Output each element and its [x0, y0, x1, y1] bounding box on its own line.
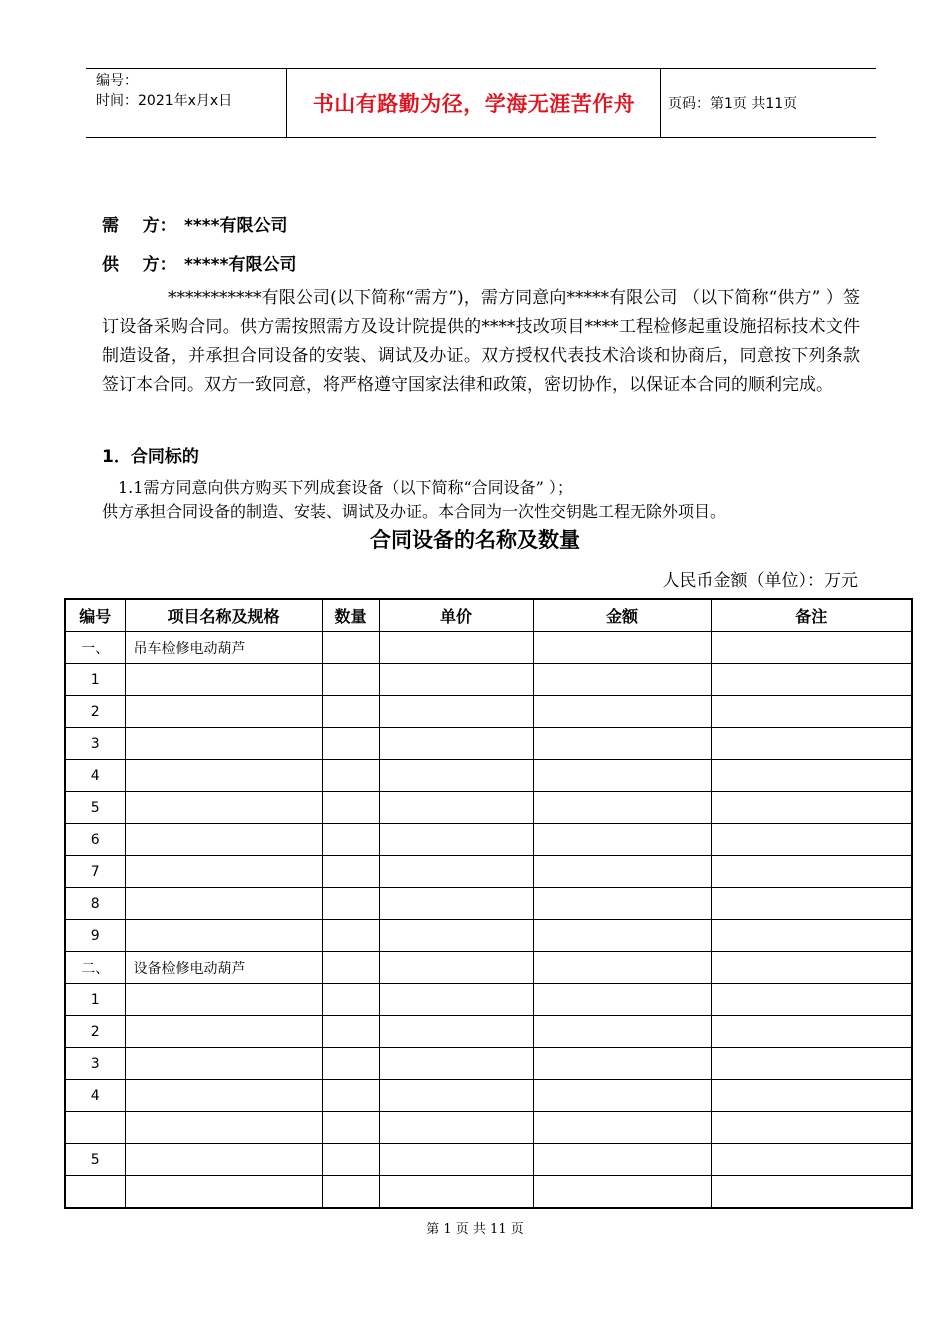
cell-name: [125, 824, 322, 856]
party-seller-value: *****有限公司: [184, 255, 297, 275]
header-qty: 数量: [322, 599, 379, 632]
cell-amount: [533, 1176, 711, 1209]
cell-note: [711, 856, 912, 888]
cell-qty: [322, 984, 379, 1016]
cell-no: 二、: [65, 952, 125, 984]
cell-price: [379, 952, 533, 984]
cell-no: 3: [65, 728, 125, 760]
cell-no: 3: [65, 1048, 125, 1080]
cell-note: [711, 792, 912, 824]
cell-price: [379, 632, 533, 664]
header-no: 编号: [65, 599, 125, 632]
document-header: [86, 68, 876, 138]
table-row: [65, 1112, 912, 1144]
cell-name: [125, 888, 322, 920]
table-row: [65, 664, 912, 696]
cell-price: [379, 1016, 533, 1048]
cell-name: 吊车检修电动葫芦: [125, 632, 322, 664]
cell-name: [125, 1144, 322, 1176]
cell-price: [379, 1080, 533, 1112]
table-row: [65, 792, 912, 824]
cell-no: [65, 1112, 125, 1144]
cell-name: [125, 856, 322, 888]
cell-amount: [533, 728, 711, 760]
cell-amount: [533, 696, 711, 728]
cell-no: 8: [65, 888, 125, 920]
header-number: 编号：: [96, 73, 138, 89]
cell-note: [711, 760, 912, 792]
table-row: [65, 984, 912, 1016]
cell-no: 7: [65, 856, 125, 888]
header-note: 备注: [711, 599, 912, 632]
cell-amount: [533, 1112, 711, 1144]
cell-qty: [322, 632, 379, 664]
cell-note: [711, 824, 912, 856]
cell-amount: [533, 984, 711, 1016]
cell-qty: [322, 920, 379, 952]
table-row: [65, 696, 912, 728]
cell-qty: [322, 792, 379, 824]
cell-note: [711, 696, 912, 728]
cell-no: 9: [65, 920, 125, 952]
cell-name: [125, 1016, 322, 1048]
cell-note: [711, 728, 912, 760]
party-buyer-value: ****有限公司: [184, 216, 288, 236]
cell-name: [125, 696, 322, 728]
cell-no: 2: [65, 1016, 125, 1048]
cell-note: [711, 632, 912, 664]
cell-amount: [533, 856, 711, 888]
cell-amount: [533, 888, 711, 920]
header-divider: [660, 69, 661, 137]
cell-amount: [533, 1080, 711, 1112]
cell-price: [379, 920, 533, 952]
cell-note: [711, 888, 912, 920]
cell-name: [125, 760, 322, 792]
header-divider: [286, 69, 287, 137]
cell-qty: [322, 888, 379, 920]
cell-price: [379, 760, 533, 792]
table-row: [65, 632, 912, 664]
table-row: [65, 952, 912, 984]
cell-name: [125, 728, 322, 760]
cell-no: 1: [65, 984, 125, 1016]
cell-price: [379, 824, 533, 856]
table-row: [65, 760, 912, 792]
cell-no: 6: [65, 824, 125, 856]
cell-amount: [533, 760, 711, 792]
table-row: [65, 888, 912, 920]
cell-amount: [533, 1048, 711, 1080]
table-row: [65, 824, 912, 856]
table-row: [65, 856, 912, 888]
cell-note: [711, 984, 912, 1016]
cell-note: [711, 1048, 912, 1080]
cell-amount: [533, 920, 711, 952]
cell-qty: [322, 1080, 379, 1112]
table-row: [65, 1080, 912, 1112]
cell-qty: [322, 728, 379, 760]
header-time: 时间：2021年x月x日: [96, 93, 233, 109]
cell-note: [711, 1144, 912, 1176]
cell-amount: [533, 824, 711, 856]
cell-no: 5: [65, 1144, 125, 1176]
cell-amount: [533, 1016, 711, 1048]
cell-price: [379, 1112, 533, 1144]
cell-qty: [322, 856, 379, 888]
table-row: [65, 1176, 912, 1209]
table-title: 合同设备的名称及数量: [370, 527, 580, 552]
header-meta: [86, 69, 286, 137]
cell-no: 5: [65, 792, 125, 824]
section-1-title: 1．合同标的: [102, 447, 199, 467]
cell-note: [711, 1080, 912, 1112]
cell-name: 设备检修电动葫芦: [125, 952, 322, 984]
cell-price: [379, 888, 533, 920]
cell-no: 一、: [65, 632, 125, 664]
cell-note: [711, 664, 912, 696]
header-price: 单价: [379, 599, 533, 632]
equipment-table: [64, 598, 913, 1209]
table-row: [65, 1016, 912, 1048]
cell-note: [711, 1176, 912, 1209]
cell-price: [379, 664, 533, 696]
cell-qty: [322, 696, 379, 728]
cell-price: [379, 1144, 533, 1176]
cell-note: [711, 1112, 912, 1144]
cell-amount: [533, 792, 711, 824]
cell-qty: [322, 1144, 379, 1176]
table-unit: 人民币金额（单位）：万元: [662, 571, 858, 591]
cell-name: [125, 1176, 322, 1209]
cell-name: [125, 792, 322, 824]
cell-qty: [322, 952, 379, 984]
table-header-row: [65, 599, 912, 632]
party-buyer-label: 需 方：: [102, 216, 177, 236]
party-buyer: [102, 211, 288, 236]
cell-qty: [322, 1112, 379, 1144]
cell-price: [379, 792, 533, 824]
cell-no: 4: [65, 760, 125, 792]
cell-name: [125, 1080, 322, 1112]
cell-amount: [533, 664, 711, 696]
cell-amount: [533, 952, 711, 984]
header-amount: 金额: [533, 599, 711, 632]
cell-qty: [322, 1048, 379, 1080]
section-1-line-2: 供方承担合同设备的制造、安装、调试及办证。本合同为一次性交钥匙工程无除外项目。: [102, 502, 727, 521]
cell-no: 2: [65, 696, 125, 728]
cell-name: [125, 920, 322, 952]
cell-price: [379, 984, 533, 1016]
cell-price: [379, 1048, 533, 1080]
cell-name: [125, 984, 322, 1016]
intro-paragraph: ***********有限公司(以下简称“需方”)，需方同意向*****有限公司 （以下简称“供方” ）签订设备采购合同。供方需按照需方及设计院提供的****技改项目****工程检修起重设施招标技术文件制造设备，并承担合同设备的安装、调试及办证。双方授权代表技术洽谈和协商后，同意按下列条款签订本合同。双方一致同意，将严格遵守国家法律和政策，密切协作，以保证本合同的顺利完成。: [102, 288, 860, 395]
section-1-line-1: 1.1需方同意向供方购买下列成套设备（以下简称“合同设备” ）；: [118, 478, 573, 497]
table-row: [65, 1144, 912, 1176]
cell-amount: [533, 1144, 711, 1176]
cell-no: 4: [65, 1080, 125, 1112]
cell-name: [125, 1112, 322, 1144]
table-row: [65, 728, 912, 760]
cell-price: [379, 696, 533, 728]
cell-qty: [322, 824, 379, 856]
cell-note: [711, 1016, 912, 1048]
table-row: [65, 1048, 912, 1080]
cell-price: [379, 856, 533, 888]
cell-note: [711, 952, 912, 984]
cell-qty: [322, 664, 379, 696]
cell-name: [125, 1048, 322, 1080]
cell-no: 1: [65, 664, 125, 696]
cell-amount: [533, 632, 711, 664]
cell-note: [711, 920, 912, 952]
cell-price: [379, 1176, 533, 1209]
cell-qty: [322, 760, 379, 792]
party-seller-label: 供 方：: [102, 255, 177, 275]
cell-name: [125, 664, 322, 696]
header-name: 项目名称及规格: [125, 599, 322, 632]
cell-qty: [322, 1016, 379, 1048]
cell-qty: [322, 1176, 379, 1209]
header-motto: 书山有路勤为径，学海无涯苦作舟: [312, 92, 636, 116]
party-seller: [102, 250, 296, 275]
cell-price: [379, 728, 533, 760]
header-page-number: 页码：第1页 共11页: [668, 96, 798, 112]
page-footer: 第 1 页 共 11 页: [426, 1222, 524, 1237]
table-row: [65, 920, 912, 952]
cell-no: [65, 1176, 125, 1209]
